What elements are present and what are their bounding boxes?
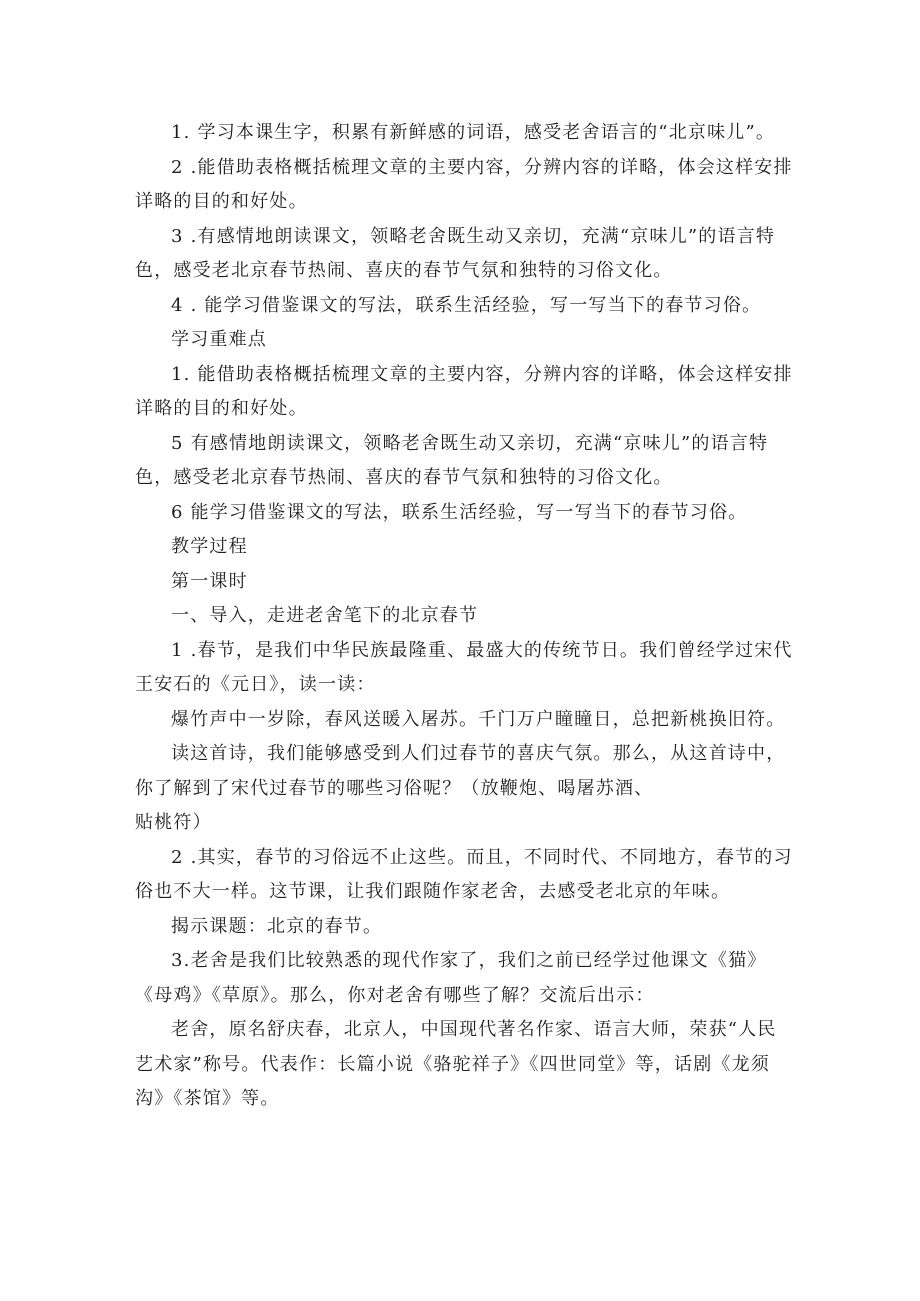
intro-paragraph-3: 3.老舍是我们比较熟悉的现代作家了，我们之前已经学过他课文《猫》《母鸡》《草原》。那么，你对老舍有哪些了解？交流后出示： bbox=[135, 950, 767, 1006]
document-body bbox=[135, 116, 795, 1117]
lesson-heading: 第一课时 bbox=[171, 570, 248, 592]
objective-2: 2 .能借助表格概括梳理文章的主要内容，分辨内容的详略，体会这样安排详略的目的和好处。 bbox=[135, 156, 793, 212]
key-point-3: 6 能学习借鉴课文的写法，联系生活经验，写一写当下的春节习俗。 bbox=[171, 501, 748, 523]
objective-3: 3 .有感情地朗读课文，领略老舍既生动又亲切，充满“京味儿”的语言特色，感受老北京春节热闹、喜庆的春节气氛和独特的习俗文化。 bbox=[135, 225, 776, 281]
section-heading-process: 教学过程 bbox=[171, 536, 248, 557]
intro-paragraph-2: 2 .其实，春节的习俗远不止这些。而且，不同时代、不同地方，春节的习俗也不大一样。这节课，让我们跟随作家老舍，去感受老北京的年味。 bbox=[135, 846, 793, 902]
key-point-2: 5 有感情地朗读课文，领略老舍既生动又亲切，充满“京味儿”的语言特色，感受老北京春节热闹、喜庆的春节气氛和独特的习俗文化。 bbox=[135, 432, 769, 488]
part-heading: 一、导入，走进老舍笔下的北京春节 bbox=[171, 605, 479, 626]
poem-discussion: 读这首诗，我们能够感受到人们过春节的喜庆气氛。那么，从这首诗中，你了解到了宋代过春节的哪些习俗呢？（放鞭炮、喝屠苏酒、 bbox=[135, 743, 786, 799]
author-bio: 老舍，原名舒庆春，北京人，中国现代著名作家、语言大师，荣获“人民艺术家”称号。代表作：长篇小说《骆驼祥子》《四世同堂》等，话剧《龙须沟》《茶馆》等。 bbox=[135, 1019, 777, 1109]
intro-paragraph-1: 1 .春节，是我们中华民族最隆重、最盛大的传统节日。我们曾经学过宋代王安石的《元日》，读一读： bbox=[135, 639, 793, 695]
key-point-1: 1. 能借助表格概括梳理文章的主要内容，分辨内容的详略，体会这样安排详略的目的和好处。 bbox=[135, 363, 793, 419]
section-heading-key-points: 学习重难点 bbox=[171, 329, 267, 350]
poem-discussion-tail: 贴桃符） bbox=[135, 812, 212, 833]
poem-text: 爆竹声中一岁除，春风送暖入屠苏。千门万户瞳瞳日，总把新桃换旧符。 bbox=[171, 708, 786, 730]
objective-4: 4 . 能学习借鉴课文的写法，联系生活经验，写一写当下的春节习俗。 bbox=[171, 294, 762, 316]
objective-1: 1. 学习本课生字，积累有新鲜感的词语，感受老舍语言的“北京味儿”。 bbox=[171, 122, 776, 143]
lesson-title-reveal: 揭示课题：北京的春节。 bbox=[171, 915, 383, 937]
